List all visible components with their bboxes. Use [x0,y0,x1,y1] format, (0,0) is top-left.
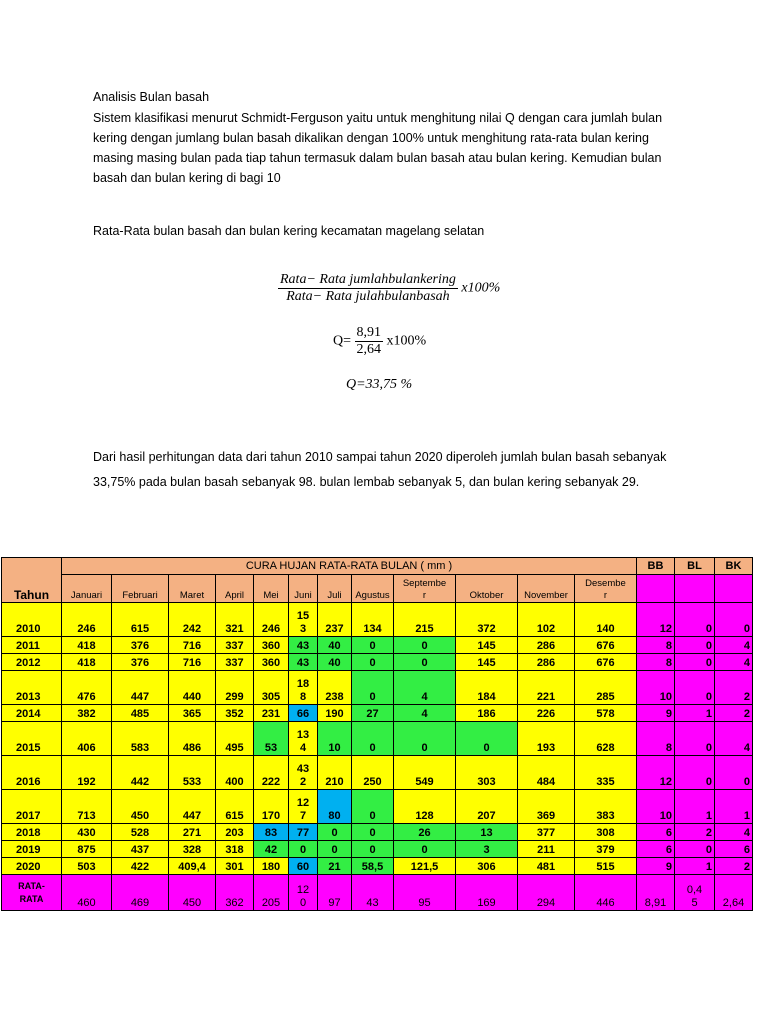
rainfall-table [1,557,753,911]
rainfall-cell: 0 [394,722,456,756]
rainfall-cell: 360 [254,654,289,671]
formula-multiplier: x100% [386,333,427,349]
bl-cell: 0 [675,637,715,654]
rainfall-cell: 437 [112,841,169,858]
month-header: Septembe r [394,575,456,603]
month-header: Mei [254,575,289,603]
rainfall-cell: 533 [169,756,216,790]
bb-cell: 6 [637,841,675,858]
rainfall-cell: 418 [62,654,112,671]
average-cell: 43 [352,875,394,911]
month-header: Agustus [352,575,394,603]
rainfall-cell: 318 [216,841,254,858]
rainfall-cell: 440 [169,671,216,705]
rainfall-cell: 379 [575,841,637,858]
rainfall-cell: 615 [112,603,169,637]
rainfall-cell: 306 [456,858,518,875]
q-formula-general [278,272,500,305]
month-header: Maret [169,575,216,603]
rainfall-cell: 0 [352,722,394,756]
month-header: Juni [289,575,318,603]
rainfall-cell: 450 [112,790,169,824]
rainfall-cell: 4 [394,671,456,705]
table-title: CURA HUJAN RATA-RATA BULAN ( mm ) [62,558,637,575]
average-cell: 12 0 [289,875,318,911]
rainfall-cell: 515 [575,858,637,875]
rainfall-cell: 447 [112,671,169,705]
rainfall-cell: 186 [456,705,518,722]
rainfall-cell: 184 [456,671,518,705]
bb-cell: 8 [637,722,675,756]
rainfall-cell: 0 [456,722,518,756]
rainfall-cell: 0 [394,841,456,858]
bl-header: BL [675,558,715,575]
average-bl-cell: 0,4 5 [675,875,715,911]
rainfall-cell: 140 [575,603,637,637]
bl-cell: 1 [675,705,715,722]
formula-numerator: 8,91 [356,325,382,340]
rainfall-cell: 285 [575,671,637,705]
bk-cell: 4 [715,637,753,654]
rainfall-cell: 0 [352,637,394,654]
formula-fraction [355,325,384,358]
bl-cell: 1 [675,790,715,824]
rainfall-cell: 303 [456,756,518,790]
rainfall-cell: 53 [254,722,289,756]
rainfall-cell: 430 [62,824,112,841]
bk-header: BK [715,558,753,575]
rainfall-cell: 365 [169,705,216,722]
rainfall-cell: 13 [456,824,518,841]
year-cell: 2010 [2,603,62,637]
rainfall-cell: 102 [518,603,575,637]
formula-multiplier: x100% [461,280,501,296]
rainfall-cell: 10 [318,722,352,756]
bk-cell: 0 [715,756,753,790]
rainfall-cell: 193 [518,722,575,756]
rainfall-cell: 145 [456,637,518,654]
rainfall-cell: 369 [518,790,575,824]
bb-cell: 9 [637,705,675,722]
rainfall-cell: 3 [456,841,518,858]
table-row [2,824,753,841]
average-cell: 446 [575,875,637,911]
rainfall-cell: 442 [112,756,169,790]
document-heading: Analisis Bulan basah [93,90,210,104]
rainfall-cell: 0 [318,841,352,858]
rainfall-cell: 377 [518,824,575,841]
bl-cell: 1 [675,858,715,875]
average-label: RATA- RATA [2,875,62,911]
rainfall-cell: 237 [318,603,352,637]
bb-cell: 10 [637,671,675,705]
table-row [2,722,753,756]
rainfall-cell: 528 [112,824,169,841]
rainfall-cell: 422 [112,858,169,875]
average-cell: 169 [456,875,518,911]
table-row [2,671,753,705]
table-row [2,637,753,654]
rainfall-cell: 676 [575,637,637,654]
rainfall-cell: 211 [518,841,575,858]
conclusion-paragraph: Dari hasil perhitungan data dari tahun 2010 sampai tahun 2020 diperoleh jumlah bulan basah sebanyak 33,75% pada bulan basah sebanyak 98. bulan lembab sebanyak 5, dan bulan kering sebanyak 29. [93,450,667,489]
bk-cell: 2 [715,705,753,722]
rainfall-cell: 418 [62,637,112,654]
summary-blank-cell [715,575,753,603]
average-cell: 294 [518,875,575,911]
year-cell: 2015 [2,722,62,756]
bb-cell: 8 [637,654,675,671]
rainfall-cell: 242 [169,603,216,637]
bb-cell: 10 [637,790,675,824]
bb-header: BB [637,558,675,575]
rainfall-cell: 4 [394,705,456,722]
method-paragraph: Sistem klasifikasi menurut Schmidt-Ferguson yaitu untuk menghitung nilai Q dengan cara jumlah bulan kering dengan jumlang bulan basah dikalikan dengan 100% untuk menghitung rata-rata bulan kering masing masing bulan pada tiap tahun termasuk dalam bulan basah atau bulan kering. Kemudian bulan basah dan bulan kering di bagi 10 [93,111,663,185]
bb-cell: 6 [637,824,675,841]
rainfall-cell: 77 [289,824,318,841]
rainfall-cell: 134 [352,603,394,637]
rainfall-cell: 246 [254,603,289,637]
formula-denominator: Rata− Rata julahbulanbasah [286,289,450,304]
rainfall-cell: 337 [216,654,254,671]
rainfall-cell: 321 [216,603,254,637]
rainfall-cell: 485 [112,705,169,722]
rainfall-cell: 83 [254,824,289,841]
average-cell: 460 [62,875,112,911]
month-header: Desembe r [575,575,637,603]
rainfall-cell: 43 2 [289,756,318,790]
bk-cell: 2 [715,858,753,875]
rainfall-cell: 383 [575,790,637,824]
rainfall-cell: 58,5 [352,858,394,875]
bk-cell: 4 [715,654,753,671]
rainfall-cell: 271 [169,824,216,841]
rainfall-cell: 40 [318,654,352,671]
month-header: November [518,575,575,603]
rainfall-cell: 0 [289,841,318,858]
table-row [2,603,753,637]
rainfall-cell: 382 [62,705,112,722]
rainfall-cell: 549 [394,756,456,790]
average-cell: 469 [112,875,169,911]
rainfall-cell: 180 [254,858,289,875]
bl-cell: 0 [675,603,715,637]
rainfall-cell: 21 [318,858,352,875]
rainfall-cell: 337 [216,637,254,654]
month-header: April [216,575,254,603]
year-cell: 2012 [2,654,62,671]
rainfall-cell: 192 [62,756,112,790]
bk-cell: 0 [715,603,753,637]
rainfall-cell: 406 [62,722,112,756]
year-cell: 2020 [2,858,62,875]
table-row [2,841,753,858]
average-bk-cell: 2,64 [715,875,753,911]
bb-cell: 12 [637,603,675,637]
rainfall-cell: 447 [169,790,216,824]
rainfall-cell: 481 [518,858,575,875]
rainfall-cell: 60 [289,858,318,875]
rainfall-cell: 203 [216,824,254,841]
bb-cell: 12 [637,756,675,790]
average-cell: 450 [169,875,216,911]
rainfall-cell: 476 [62,671,112,705]
rainfall-cell: 222 [254,756,289,790]
rainfall-cell: 301 [216,858,254,875]
rainfall-cell: 43 [289,654,318,671]
rainfall-cell: 400 [216,756,254,790]
rainfall-cell: 238 [318,671,352,705]
rainfall-cell: 299 [216,671,254,705]
year-cell: 2019 [2,841,62,858]
formula-lhs: Q= [333,333,352,349]
year-cell: 2013 [2,671,62,705]
average-row [2,875,753,911]
year-cell: 2011 [2,637,62,654]
rainfall-cell: 13 4 [289,722,318,756]
rainfall-cell: 18 8 [289,671,318,705]
year-cell: 2018 [2,824,62,841]
bl-cell: 0 [675,841,715,858]
bl-cell: 0 [675,654,715,671]
table-row [2,756,753,790]
bl-cell: 0 [675,722,715,756]
year-cell: 2017 [2,790,62,824]
rainfall-cell: 43 [289,637,318,654]
q-formula-values [333,325,426,358]
rainfall-cell: 376 [112,654,169,671]
rainfall-cell: 308 [575,824,637,841]
q-formula-result: Q=33,75 % [346,377,413,392]
month-header: Oktober [456,575,518,603]
rainfall-cell: 80 [318,790,352,824]
rainfall-cell: 484 [518,756,575,790]
rainfall-cell: 335 [575,756,637,790]
rainfall-cell: 12 7 [289,790,318,824]
rainfall-cell: 615 [216,790,254,824]
table-row [2,858,753,875]
rainfall-cell: 713 [62,790,112,824]
bl-cell: 0 [675,756,715,790]
year-header: Tahun [2,558,62,603]
rainfall-cell: 226 [518,705,575,722]
rainfall-cell: 15 3 [289,603,318,637]
rainfall-cell: 376 [112,637,169,654]
rainfall-cell: 27 [352,705,394,722]
rainfall-cell: 286 [518,654,575,671]
average-cell: 97 [318,875,352,911]
rainfall-cell: 0 [352,671,394,705]
rainfall-cell: 628 [575,722,637,756]
bk-cell: 4 [715,824,753,841]
average-bb-cell: 8,91 [637,875,675,911]
bk-cell: 2 [715,671,753,705]
bb-cell: 8 [637,637,675,654]
rainfall-cell: 246 [62,603,112,637]
year-cell: 2016 [2,756,62,790]
rainfall-cell: 875 [62,841,112,858]
bk-cell: 4 [715,722,753,756]
bb-cell: 9 [637,858,675,875]
rainfall-cell: 305 [254,671,289,705]
rainfall-cell: 0 [352,824,394,841]
bk-cell: 1 [715,790,753,824]
average-cell: 362 [216,875,254,911]
rainfall-cell: 0 [352,841,394,858]
section-subheading: Rata-Rata bulan basah dan bulan kering kecamatan magelang selatan [93,224,485,238]
rainfall-cell: 352 [216,705,254,722]
rainfall-cell: 409,4 [169,858,216,875]
rainfall-cell: 486 [169,722,216,756]
month-header: Februari [112,575,169,603]
rainfall-cell: 145 [456,654,518,671]
rainfall-cell: 121,5 [394,858,456,875]
rainfall-cell: 0 [318,824,352,841]
month-header: Januari [62,575,112,603]
rainfall-cell: 676 [575,654,637,671]
year-cell: 2014 [2,705,62,722]
rainfall-cell: 42 [254,841,289,858]
rainfall-cell: 372 [456,603,518,637]
rainfall-cell: 215 [394,603,456,637]
rainfall-cell: 0 [394,637,456,654]
table-row [2,654,753,671]
rainfall-cell: 190 [318,705,352,722]
rainfall-cell: 26 [394,824,456,841]
rainfall-cell: 128 [394,790,456,824]
rainfall-cell: 170 [254,790,289,824]
rainfall-cell: 250 [352,756,394,790]
rainfall-cell: 328 [169,841,216,858]
table-row [2,705,753,722]
average-cell: 205 [254,875,289,911]
rainfall-cell: 231 [254,705,289,722]
formula-numerator: Rata− Rata jumlahbulankering [280,272,456,287]
rainfall-cell: 210 [318,756,352,790]
average-cell: 95 [394,875,456,911]
summary-blank-cell [675,575,715,603]
rainfall-cell: 0 [352,790,394,824]
rainfall-cell: 503 [62,858,112,875]
rainfall-cell: 66 [289,705,318,722]
rainfall-cell: 286 [518,637,575,654]
table-row [2,790,753,824]
rainfall-cell: 716 [169,637,216,654]
rainfall-cell: 207 [456,790,518,824]
formula-fraction [278,272,458,305]
summary-blank-cell [637,575,675,603]
rainfall-cell: 495 [216,722,254,756]
bl-cell: 0 [675,671,715,705]
rainfall-cell: 583 [112,722,169,756]
rainfall-cell: 0 [394,654,456,671]
formula-denominator: 2,64 [356,342,382,357]
month-header: Juli [318,575,352,603]
rainfall-cell: 40 [318,637,352,654]
rainfall-cell: 360 [254,637,289,654]
rainfall-cell: 578 [575,705,637,722]
rainfall-cell: 716 [169,654,216,671]
rainfall-cell: 0 [352,654,394,671]
rainfall-cell: 221 [518,671,575,705]
bk-cell: 6 [715,841,753,858]
bl-cell: 2 [675,824,715,841]
